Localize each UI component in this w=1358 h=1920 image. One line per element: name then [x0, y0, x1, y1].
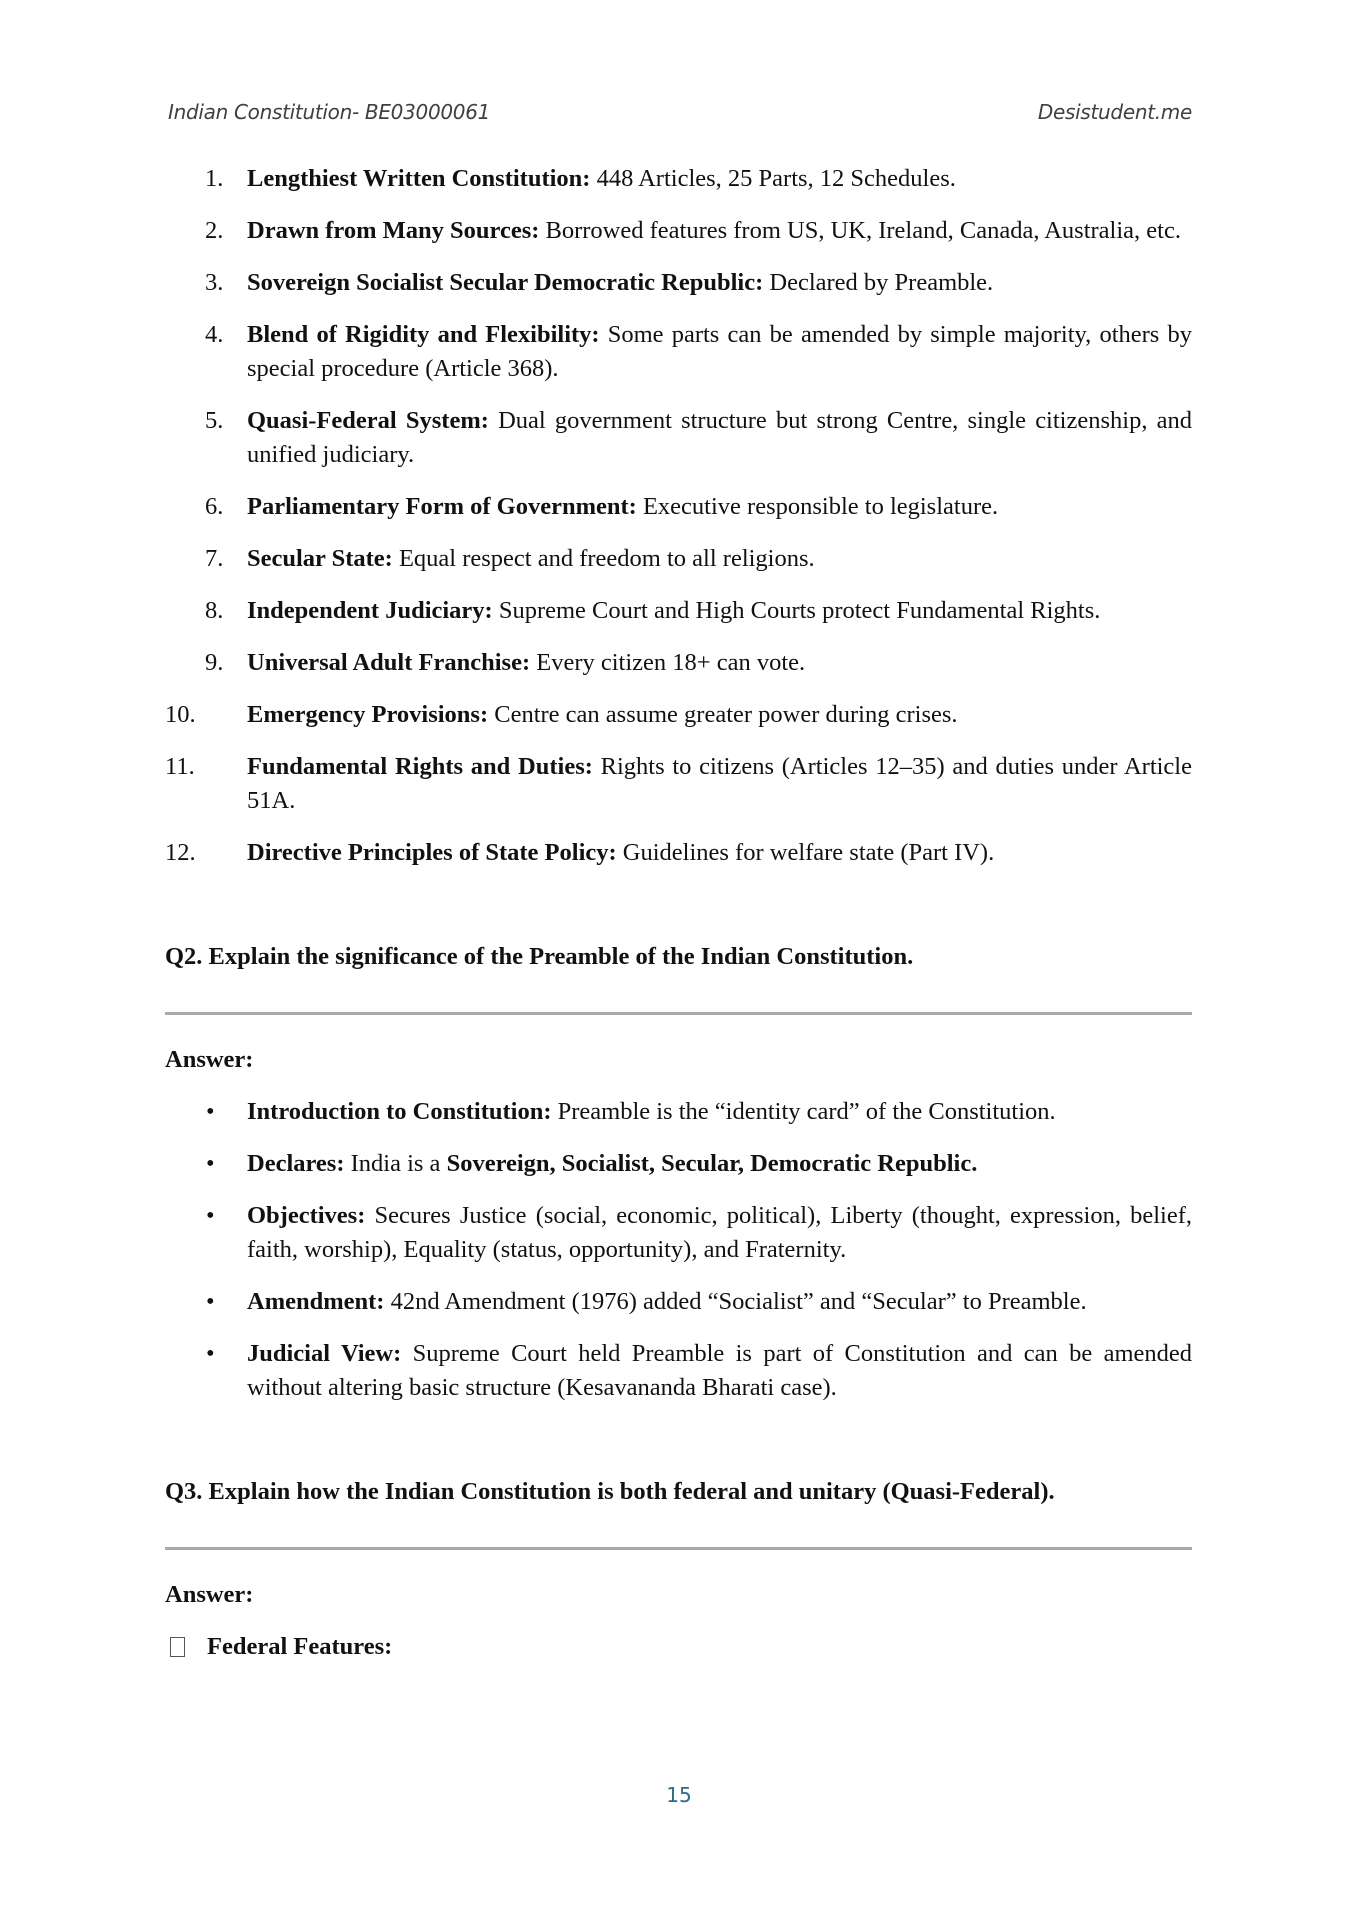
answer-label: Answer:: [165, 1581, 254, 1608]
item-title: Independent Judiciary:: [247, 597, 493, 624]
list-item: [165, 318, 1192, 386]
item-text: 42nd Amendment (1976) added “Socialist” and “Secular” to Preamble.: [384, 1288, 1087, 1315]
item-text: 448 Articles, 25 Parts, 12 Schedules.: [590, 165, 956, 192]
header-title: Indian Constitution- BE03000061: [168, 100, 491, 124]
bullet-icon: •: [206, 1288, 215, 1315]
list-item: [165, 750, 1192, 818]
item-number: 7.: [205, 545, 224, 572]
item-title: Parliamentary Form of Government:: [247, 493, 637, 520]
list-item: [165, 1199, 1192, 1267]
item-text: Secures Justice (social, economic, political), Liberty (thought, expression, belief, faith, worship), Equality (status, opportunity), and Fraternity.: [247, 1202, 1192, 1263]
item-title: Emergency Provisions:: [247, 701, 489, 728]
item-title: Objectives:: [247, 1202, 366, 1229]
list-item: [165, 1095, 1192, 1129]
item-text: Supreme Court and High Courts protect Fundamental Rights.: [492, 597, 1101, 624]
bullet-icon: •: [206, 1340, 215, 1367]
item-number: 8.: [205, 597, 224, 624]
item-title: Amendment:: [247, 1288, 385, 1315]
subheading-text: Federal Features:: [207, 1633, 393, 1660]
item-title: Directive Principles of State Policy:: [247, 839, 617, 866]
item-number: 11.: [165, 753, 195, 780]
item-text: Dual government structure but strong Centre, single citizenship, and unified judiciary.: [247, 407, 1192, 468]
item-title: Blend of Rigidity and Flexibility:: [247, 321, 600, 348]
item-text: Guidelines for welfare state (Part IV).: [616, 839, 995, 866]
item-text: Borrowed features from US, UK, Ireland, Canada, Australia, etc.: [539, 217, 1181, 244]
item-text: Supreme Court held Preamble is part of Constitution and can be amended without altering basic structure (Kesavananda Bharati case).: [247, 1340, 1193, 1401]
missing-glyph-box-icon: [170, 1637, 185, 1657]
item-number: 10.: [165, 701, 196, 728]
page-content: [165, 162, 1192, 1664]
item-number: 5.: [205, 407, 224, 434]
list-item: [165, 490, 1192, 524]
list-item: [165, 162, 1192, 196]
item-title: Declares:: [247, 1150, 345, 1177]
item-title: Lengthiest Written Constitution:: [247, 165, 591, 192]
item-title: Fundamental Rights and Duties:: [247, 753, 593, 780]
item-text: Preamble is the “identity card” of the Constitution.: [551, 1098, 1056, 1125]
page-number: 15: [666, 1783, 692, 1807]
item-number: 12.: [165, 839, 196, 866]
bullet-icon: •: [206, 1098, 215, 1125]
item-title: Quasi-Federal System:: [247, 407, 489, 434]
item-emphasis: Sovereign, Socialist, Secular, Democratic Republic.: [446, 1150, 978, 1177]
item-number: 9.: [205, 649, 224, 676]
federal-features-heading: [165, 1630, 1192, 1664]
divider: [165, 1012, 1192, 1015]
item-text: Executive responsible to legislature.: [636, 493, 999, 520]
question-q3: Q3. Explain how the Indian Constitution is both federal and unitary (Quasi-Federal).: [165, 1478, 1055, 1505]
list-item: [165, 214, 1192, 248]
item-title: Secular State:: [247, 545, 393, 572]
answer-label: Answer:: [165, 1046, 254, 1073]
bullet-icon: •: [206, 1202, 215, 1229]
item-text: Equal respect and freedom to all religions.: [392, 545, 815, 572]
list-item: [165, 836, 1192, 870]
item-text: Declared by Preamble.: [763, 269, 994, 296]
item-text: Centre can assume greater power during crises.: [488, 701, 958, 728]
item-text: Every citizen 18+ can vote.: [530, 649, 806, 676]
divider: [165, 1547, 1192, 1550]
list-item: [165, 698, 1192, 732]
list-item: [165, 594, 1192, 628]
preamble-bullets: [165, 1095, 1192, 1405]
item-number: 4.: [205, 321, 224, 348]
list-item: [165, 542, 1192, 576]
list-item: [165, 1337, 1192, 1405]
item-text: India is a: [344, 1150, 447, 1177]
item-number: 1.: [205, 165, 224, 192]
item-number: 6.: [205, 493, 224, 520]
item-title: Sovereign Socialist Secular Democratic Republic:: [247, 269, 764, 296]
list-item: [165, 646, 1192, 680]
item-title: Introduction to Constitution:: [247, 1098, 552, 1125]
features-list: [165, 162, 1192, 870]
header-site: Desistudent.me: [1037, 100, 1192, 124]
list-item: [165, 404, 1192, 472]
list-item: [165, 266, 1192, 300]
list-item: [165, 1147, 1192, 1181]
item-text: Some parts can be amended by simple majority, others by special procedure (Article 368).: [247, 321, 1192, 382]
item-title: Universal Adult Franchise:: [247, 649, 531, 676]
item-title: Drawn from Many Sources:: [247, 217, 540, 244]
item-title: Judicial View:: [247, 1340, 402, 1367]
bullet-icon: •: [206, 1150, 215, 1177]
item-number: 2.: [205, 217, 224, 244]
item-text: Rights to citizens (Articles 12–35) and duties under Article 51A.: [247, 753, 1192, 814]
list-item: [165, 1285, 1192, 1319]
item-number: 3.: [205, 269, 224, 296]
question-q2: Q2. Explain the significance of the Preamble of the Indian Constitution.: [165, 943, 914, 970]
